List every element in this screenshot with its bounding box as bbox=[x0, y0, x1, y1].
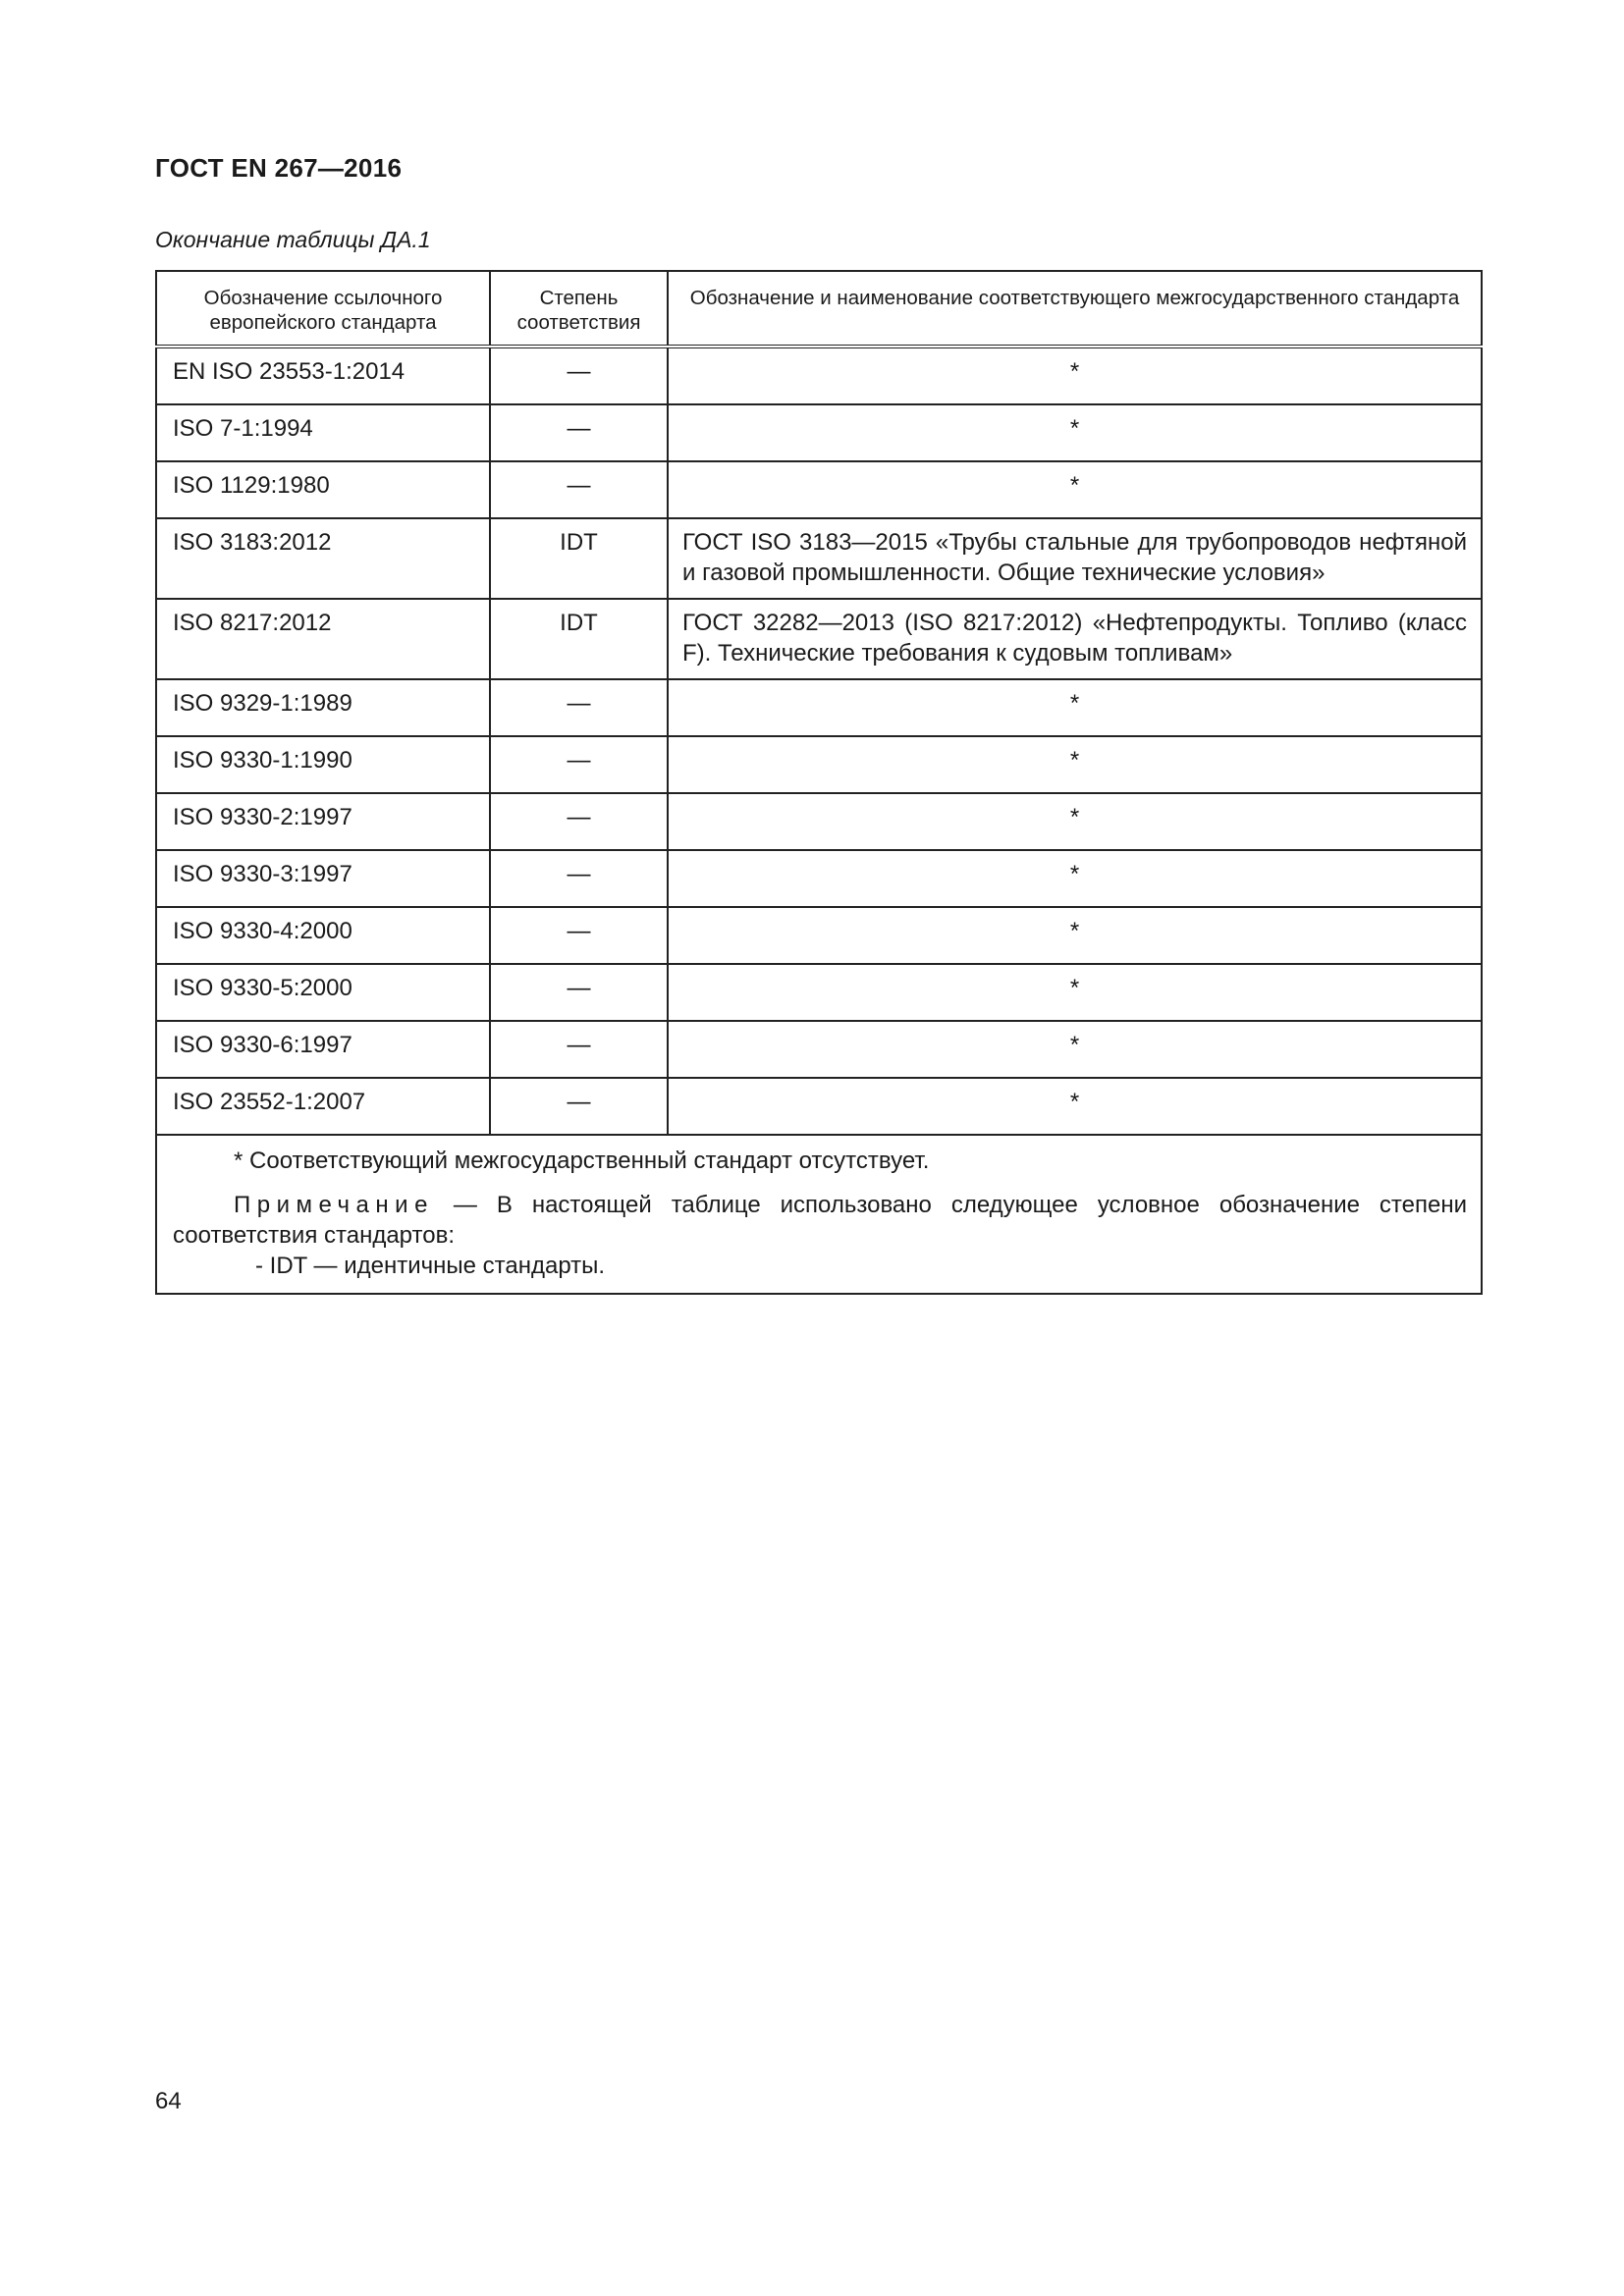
cell-ref: ISO 9329-1:1989 bbox=[156, 679, 490, 736]
table-note bbox=[173, 1190, 1467, 1251]
cell-ref: EN ISO 23553-1:2014 bbox=[156, 347, 490, 404]
table-footnote: * Соответствующий межгосударственный стандарт отсутствует. bbox=[234, 1148, 930, 1174]
cell-degree: — bbox=[490, 1021, 668, 1078]
table-caption: Окончание таблицы ДА.1 bbox=[155, 227, 431, 252]
cell-ref: ISO 1129:1980 bbox=[156, 461, 490, 518]
column-header-degree: Степень соответствия bbox=[490, 271, 668, 347]
cell-standard: ГОСТ 32282—2013 (ISO 8217:2012) «Нефтепродукты. Топливо (класс F). Технические требования к судовым топливам» bbox=[668, 599, 1482, 679]
note-item: - IDT — идентичные стандарты. bbox=[255, 1253, 606, 1279]
standards-correspondence-table bbox=[155, 270, 1483, 1295]
table-row bbox=[156, 793, 1482, 850]
cell-degree: — bbox=[490, 964, 668, 1021]
cell-degree: — bbox=[490, 736, 668, 793]
cell-standard: * bbox=[668, 793, 1482, 850]
cell-ref: ISO 9330-2:1997 bbox=[156, 793, 490, 850]
cell-degree: — bbox=[490, 850, 668, 907]
cell-standard: * bbox=[668, 1021, 1482, 1078]
cell-degree: — bbox=[490, 907, 668, 964]
cell-standard: * bbox=[668, 461, 1482, 518]
cell-ref: ISO 7-1:1994 bbox=[156, 404, 490, 461]
cell-standard: * bbox=[668, 347, 1482, 404]
table-row bbox=[156, 1078, 1482, 1135]
cell-standard: * bbox=[668, 964, 1482, 1021]
table-header-row bbox=[156, 271, 1482, 347]
cell-degree: — bbox=[490, 461, 668, 518]
document-code: ГОСТ EN 267—2016 bbox=[155, 153, 403, 183]
table-row bbox=[156, 1021, 1482, 1078]
cell-standard: * bbox=[668, 679, 1482, 736]
table-row bbox=[156, 736, 1482, 793]
note-text: — В настоящей таблице использовано следующее условное обозначение степени соответствия стандартов: bbox=[173, 1192, 1467, 1249]
cell-degree: — bbox=[490, 404, 668, 461]
table-row bbox=[156, 850, 1482, 907]
cell-ref: ISO 9330-1:1990 bbox=[156, 736, 490, 793]
cell-standard: ГОСТ ISO 3183—2015 «Трубы стальные для трубопроводов нефтяной и газовой промышленности. Общие технические условия» bbox=[668, 518, 1482, 599]
cell-degree: IDT bbox=[490, 518, 668, 599]
table-row bbox=[156, 679, 1482, 736]
cell-standard: * bbox=[668, 850, 1482, 907]
cell-ref: ISO 9330-3:1997 bbox=[156, 850, 490, 907]
table-row bbox=[156, 461, 1482, 518]
table-row bbox=[156, 518, 1482, 599]
table-row bbox=[156, 599, 1482, 679]
column-header-ref: Обозначение ссылочного европейского стандарта bbox=[156, 271, 490, 347]
cell-degree: — bbox=[490, 1078, 668, 1135]
cell-degree: — bbox=[490, 679, 668, 736]
table-row bbox=[156, 347, 1482, 404]
column-header-standard: Обозначение и наименование соответствующего межгосударственного стандарта bbox=[668, 271, 1482, 347]
cell-standard: * bbox=[668, 404, 1482, 461]
table-row bbox=[156, 907, 1482, 964]
page-number: 64 bbox=[155, 2088, 182, 2114]
cell-standard: * bbox=[668, 907, 1482, 964]
cell-ref: ISO 9330-5:2000 bbox=[156, 964, 490, 1021]
cell-ref: ISO 3183:2012 bbox=[156, 518, 490, 599]
table-row bbox=[156, 404, 1482, 461]
note-label: Примечание bbox=[234, 1192, 434, 1218]
cell-ref: ISO 9330-4:2000 bbox=[156, 907, 490, 964]
cell-ref: ISO 9330-6:1997 bbox=[156, 1021, 490, 1078]
table-row bbox=[156, 964, 1482, 1021]
cell-ref: ISO 23552-1:2007 bbox=[156, 1078, 490, 1135]
cell-degree: IDT bbox=[490, 599, 668, 679]
cell-ref: ISO 8217:2012 bbox=[156, 599, 490, 679]
table-footnote-cell bbox=[156, 1135, 1482, 1294]
cell-degree: — bbox=[490, 347, 668, 404]
cell-standard: * bbox=[668, 736, 1482, 793]
cell-degree: — bbox=[490, 793, 668, 850]
cell-standard: * bbox=[668, 1078, 1482, 1135]
table-footnote-row bbox=[156, 1135, 1482, 1294]
